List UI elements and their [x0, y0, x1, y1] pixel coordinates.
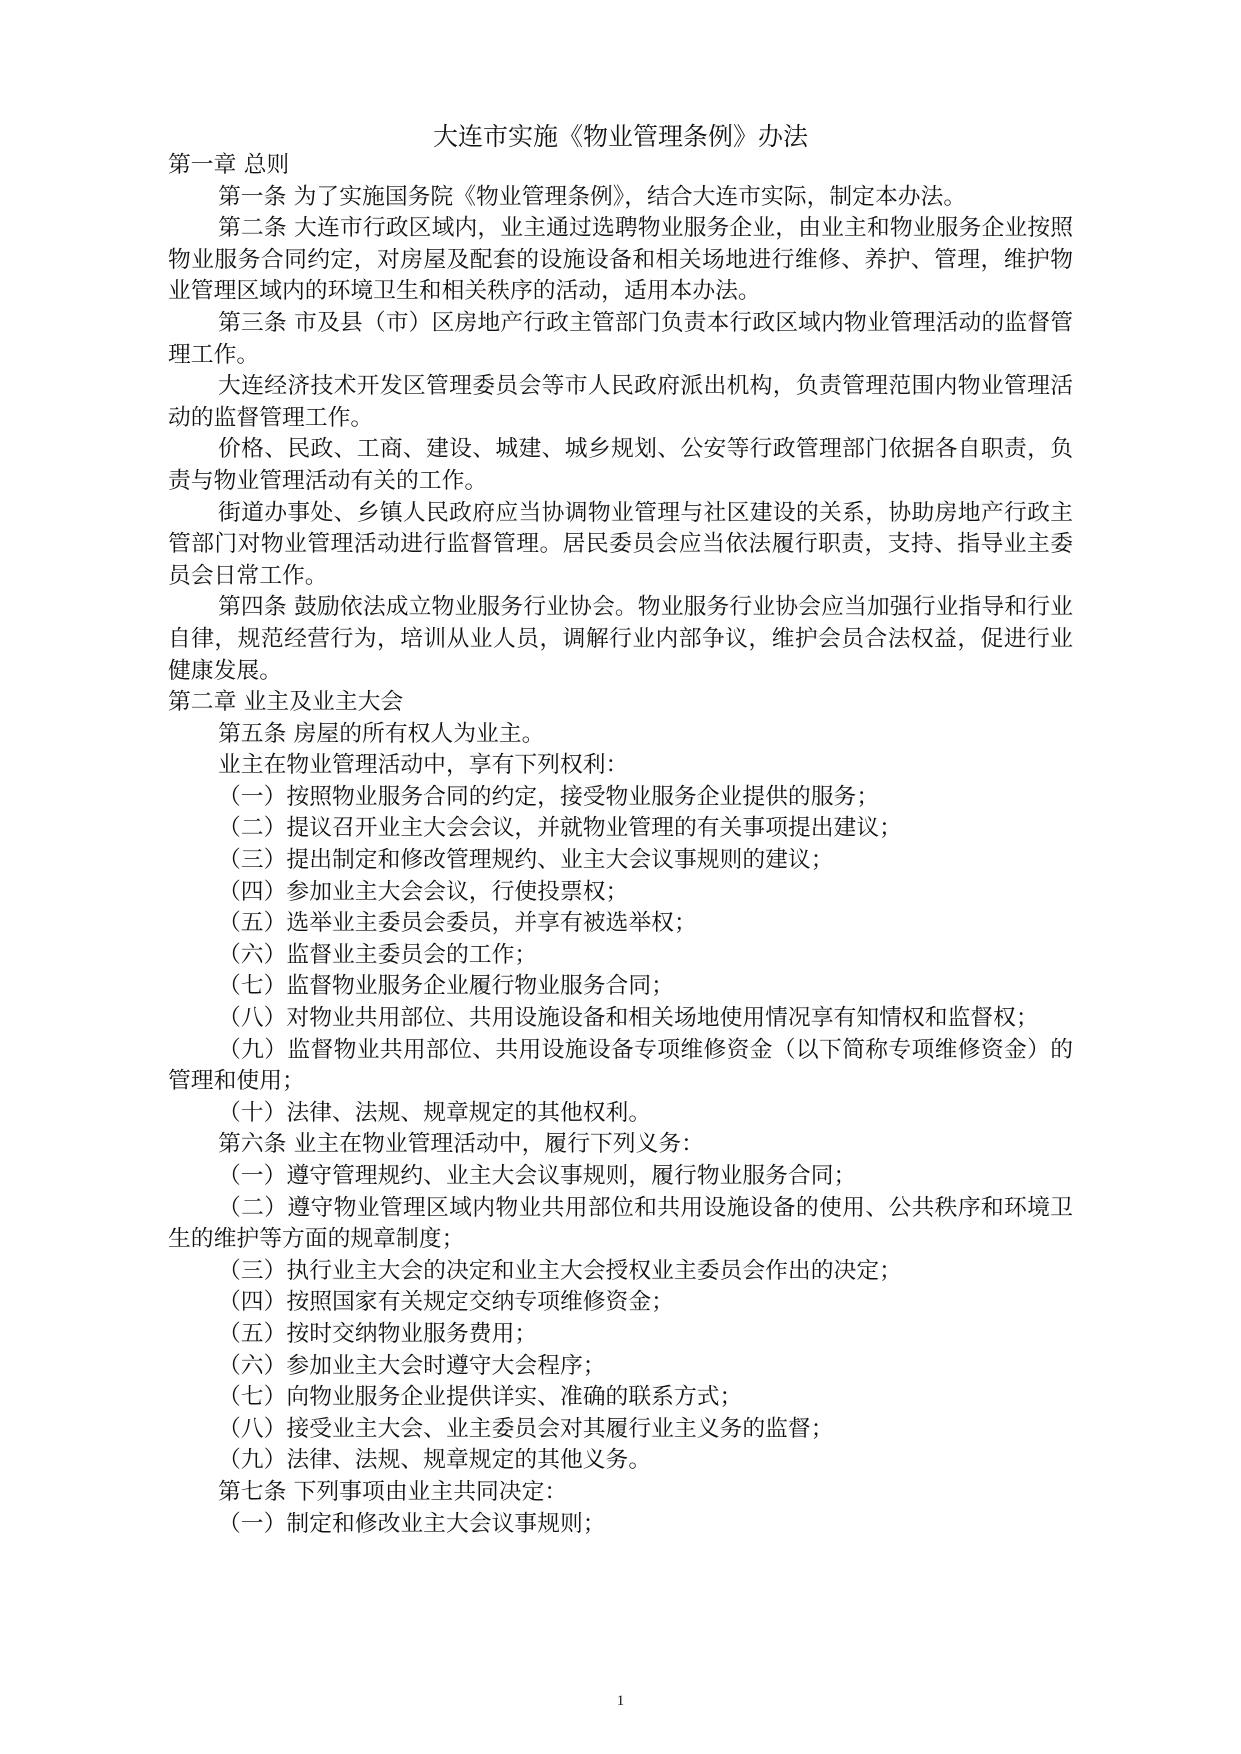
- article-paragraph: 业主在物业管理活动中，享有下列权利：: [218, 752, 629, 779]
- article-paragraph: 第七条 下列事项由业主共同决定：: [218, 1478, 568, 1505]
- article-paragraph: 价格、民政、工商、建设、城建、城乡规划、公安等行政管理部门依据各自职责，负责与物业管理活动有关的工作。: [168, 436, 1073, 494]
- article-paragraph: 第一条 为了实施国务院《物业管理条例》，结合大连市实际，制定本办法。: [218, 183, 967, 210]
- document-title: 大连市实施《物业管理条例》办法: [432, 122, 808, 151]
- list-item: （一）遵守管理规约、业主大会议事规则，履行物业服务合同；: [218, 1163, 857, 1189]
- article-paragraph: 第五条 房屋的所有权人为业主。: [218, 720, 545, 747]
- list-item: （六）参加业主大会时遵守大会程序；: [218, 1352, 606, 1379]
- list-item: （七）向物业服务企业提供详实、准确的联系方式；: [218, 1384, 743, 1411]
- article-paragraph: 第六条 业主在物业管理活动中，履行下列义务：: [218, 1131, 704, 1158]
- article-paragraph: 第二条 大连市行政区域内，业主通过选聘物业服务企业，由业主和物业服务企业按照物业服务合同约定，对房屋及配套的设施设备和相关场地进行维修、养护、管理，维护物业管理区域内的环境卫生和相关秩序的活动，适用本办法。: [168, 215, 1073, 305]
- page-number: 1: [616, 1693, 625, 1709]
- list-item: （一）按照物业服务合同的约定，接受物业服务企业提供的服务；: [218, 783, 880, 810]
- article-paragraph: 第三条 市及县（市）区房地产行政主管部门负责本行政区域内物业管理活动的监督管理工作。: [168, 309, 1073, 368]
- list-item: （八）接受业主大会、业主委员会对其履行业主义务的监督；: [218, 1415, 834, 1442]
- list-item: （七）监督物业服务企业履行物业服务合同；: [218, 973, 674, 1000]
- list-item: （四）按照国家有关规定交纳专项维修资金；: [218, 1289, 674, 1316]
- list-item: （二）提议召开业主大会会议，并就物业管理的有关事项提出建议；: [218, 815, 902, 842]
- list-item: （四）参加业主大会会议，行使投票权；: [218, 878, 629, 905]
- list-item: （三）执行业主大会的决定和业主大会授权业主委员会作出的决定；: [218, 1257, 902, 1284]
- list-item: （二）遵守物业管理区域内物业共用部位和共用设施设备的使用、公共秩序和环境卫生的维护等方面的规章制度；: [168, 1194, 1073, 1253]
- list-item: （十）法律、法规、规章规定的其他权利。: [218, 1099, 652, 1126]
- list-item: （九）法律、法规、规章规定的其他义务。: [218, 1447, 652, 1474]
- article-paragraph: 第四条 鼓励依法成立物业服务行业协会。物业服务行业协会应当加强行业指导和行业自律，规范经营行为，培训从业人员，调解行业内部争议，维护会员合法权益，促进行业健康发展。: [168, 594, 1073, 684]
- chapter-heading: 第二章 业主及业主大会: [168, 689, 404, 716]
- document-body: [168, 150, 1073, 1540]
- list-item: （五）按时交纳物业服务费用；: [218, 1320, 538, 1347]
- list-item: （九）监督物业共用部位、共用设施设备专项维修资金（以下简称专项维修资金）的管理和使用；: [168, 1036, 1073, 1095]
- list-item: （一）制定和修改业主大会议事规则；: [218, 1510, 606, 1537]
- list-item: （六）监督业主委员会的工作；: [218, 941, 538, 968]
- article-paragraph: 大连经济技术开发区管理委员会等市人民政府派出机构，负责管理范围内物业管理活动的监督管理工作。: [168, 373, 1073, 431]
- list-item: （三）提出制定和修改管理规约、业主大会议事规则的建议；: [218, 847, 834, 874]
- article-paragraph: 街道办事处、乡镇人民政府应当协调物业管理与社区建设的关系，协助房地产行政主管部门对物业管理活动进行监督管理。居民委员会应当依法履行职责，支持、指导业主委员会日常工作。: [168, 499, 1073, 589]
- list-item: （八）对物业共用部位、共用设施设备和相关场地使用情况享有知情权和监督权；: [218, 1005, 1039, 1032]
- list-item: （五）选举业主委员会委员，并享有被选举权；: [218, 910, 697, 937]
- chapter-heading: 第一章 总则: [168, 152, 290, 178]
